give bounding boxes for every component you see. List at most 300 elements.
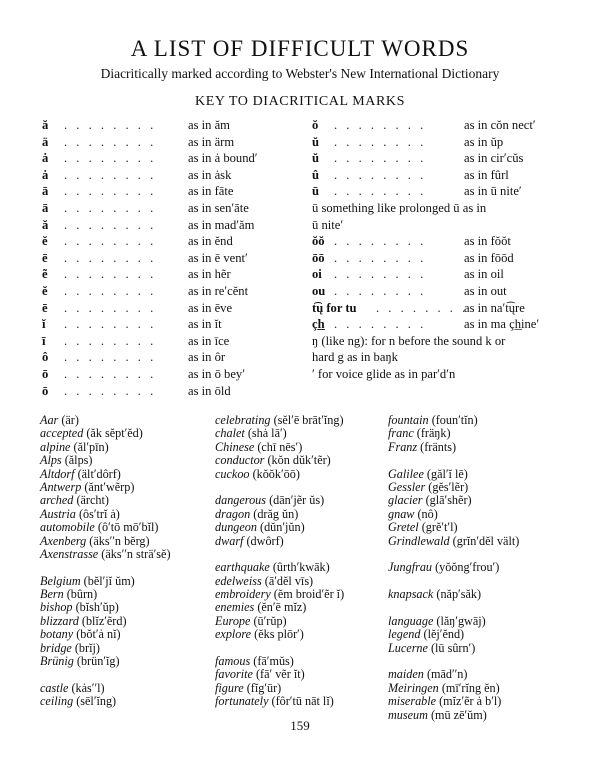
- key-symbol: ŭ: [312, 134, 320, 149]
- pronunciation: (drăg ŭn): [250, 506, 299, 521]
- word-entry: [40, 601, 210, 614]
- word-list-column-3: [388, 414, 588, 722]
- key-row: [42, 217, 292, 234]
- key-row: [42, 233, 292, 250]
- headword: figure: [215, 680, 244, 695]
- word-entry: [215, 695, 387, 708]
- key-row: [312, 134, 570, 151]
- key-symbol: ô: [42, 350, 49, 365]
- key-symbol: ȧ: [42, 167, 49, 182]
- pronunciation: (ĕn′ē mĭz): [254, 600, 307, 615]
- pronunciation: (ā′dĕl vīs): [261, 573, 314, 588]
- key-example: as in mad′ăm: [188, 217, 255, 232]
- pronunciation: (lĕj′ĕnd): [420, 627, 465, 642]
- key-row: [312, 150, 570, 167]
- headword: castle: [40, 680, 69, 695]
- pronunciation: (ănt′wẽrp): [81, 479, 135, 494]
- word-entry: [215, 414, 387, 427]
- key-example: as in na′t͡ųre: [464, 300, 525, 315]
- headword: automobile: [40, 520, 95, 535]
- pronunciation: (kŏŏk′ōō): [249, 466, 300, 481]
- key-row: [42, 283, 292, 300]
- key-row: [312, 349, 570, 366]
- headword: favorite: [215, 667, 253, 682]
- word-entry: [215, 668, 387, 681]
- leader-dots: . . . . . . . .: [334, 267, 427, 282]
- pronunciation: (blĭz′ẽrd): [78, 613, 127, 628]
- headword: celebrating: [215, 413, 271, 427]
- headword: Galilee: [388, 466, 424, 481]
- word-entry: [40, 454, 210, 467]
- word-entry: [40, 535, 210, 548]
- word-entry: [388, 668, 588, 681]
- word-entry: [215, 601, 387, 614]
- key-row: [42, 183, 292, 200]
- word-entry: [215, 468, 387, 481]
- key-note: ′ for voice glide as in par′d′n: [312, 366, 456, 381]
- key-symbol: ȧ: [42, 151, 49, 166]
- headword: museum: [388, 707, 428, 722]
- word-entry: [215, 535, 387, 548]
- headword: Chinese: [215, 439, 255, 454]
- word-entry: [40, 521, 210, 534]
- key-row: [312, 167, 570, 184]
- headword: Europe: [215, 613, 251, 628]
- leader-dots: . . . . . . . .: [64, 383, 157, 398]
- headword: Grindlewald: [388, 533, 450, 548]
- pronunciation: (fräŋk): [413, 426, 451, 441]
- key-example: as in out: [464, 283, 507, 298]
- headword: knapsack: [388, 587, 434, 602]
- headword: accepted: [40, 426, 84, 441]
- word-list-column-2: [215, 414, 387, 709]
- key-symbol: t͡ų for tu: [312, 300, 357, 315]
- headword: fountain: [388, 413, 429, 427]
- key-example: as in ŭp: [464, 134, 504, 149]
- pronunciation: (grĕ′t′l): [418, 520, 458, 535]
- pronunciation: (dān′jẽr ŭs): [266, 493, 325, 508]
- word-entry: [40, 682, 210, 695]
- word-entry: [215, 508, 387, 521]
- key-note: hard g as in baŋk: [312, 350, 398, 365]
- pronunciation: (bŏt′ȧ nĭ): [73, 627, 121, 642]
- spacer: [388, 548, 588, 561]
- key-row: [312, 316, 570, 333]
- pronunciation: (ĕm broid′ẽr ĭ): [270, 587, 345, 602]
- word-entry: [40, 548, 210, 561]
- word-entry: [388, 682, 588, 695]
- word-entry: [40, 427, 210, 440]
- key-row: [312, 266, 570, 283]
- spacer: [215, 548, 387, 561]
- headword: maiden: [388, 667, 424, 682]
- word-entry: [388, 427, 588, 440]
- pronunciation: (mū zē′ŭm): [427, 707, 487, 722]
- pronunciation: (ĕks plōr′): [251, 627, 304, 642]
- pronunciation: (dwôrf): [243, 533, 284, 548]
- pronunciation: (ăl′pīn): [70, 439, 109, 454]
- key-row: [312, 233, 570, 250]
- word-entry: [40, 615, 210, 628]
- word-entry: [40, 468, 210, 481]
- headword: Axenberg: [40, 533, 87, 548]
- pronunciation: (lăŋ′gwāj): [433, 613, 486, 628]
- headword: Gretel: [388, 520, 419, 535]
- key-example: as in ĕnd: [188, 234, 233, 249]
- pronunciation: (är): [58, 413, 79, 427]
- leader-dots: . . . . . . . .: [64, 118, 157, 132]
- leader-dots: . . . . . . . .: [334, 118, 427, 132]
- key-symbol: û: [312, 167, 320, 182]
- word-entry: [388, 521, 588, 534]
- word-entry: [215, 494, 387, 507]
- spacer: [388, 454, 588, 467]
- key-symbol: ōō: [312, 250, 325, 265]
- word-entry: [388, 588, 588, 601]
- headword: language: [388, 613, 434, 628]
- pronunciation: (kȧs′′l): [68, 680, 105, 695]
- headword: dangerous: [215, 493, 267, 508]
- word-entry: [40, 588, 210, 601]
- key-symbol: ī: [42, 333, 46, 348]
- pronunciation: (brün′ĭg): [73, 654, 120, 669]
- key-row: [42, 349, 292, 366]
- headword: Bern: [40, 587, 64, 602]
- spacer: [388, 601, 588, 614]
- pronunciation: (mĭz′ẽr ȧ b′l): [436, 694, 502, 709]
- spacer: [40, 668, 210, 681]
- key-row: [312, 217, 570, 234]
- key-row: [312, 250, 570, 267]
- leader-dots: . . . . . . . .: [64, 234, 157, 249]
- key-example: as in re′cĕnt: [188, 283, 249, 298]
- leader-dots: . . . . . . . .: [64, 200, 157, 215]
- key-row: [42, 333, 292, 350]
- headword: arched: [40, 493, 74, 508]
- pronunciation: (ôs′trĭ ȧ): [75, 506, 120, 521]
- word-entry: [388, 414, 588, 427]
- word-entry: [40, 575, 210, 588]
- pronunciation: (ûrth′kwāk): [269, 560, 330, 575]
- leader-dots: . . . . . . . .: [64, 250, 157, 265]
- leader-dots: . . . . . . . .: [64, 350, 157, 365]
- key-row: [42, 117, 292, 134]
- key-row: [312, 300, 570, 317]
- leader-dots: . . . . . . . .: [376, 300, 469, 315]
- key-row: [312, 183, 570, 200]
- pronunciation: (mī′rĭng ĕn): [438, 680, 500, 695]
- headword: Brünig: [40, 654, 74, 669]
- key-symbol: ō: [42, 383, 49, 398]
- spacer: [40, 561, 210, 574]
- leader-dots: . . . . . . . .: [64, 134, 157, 149]
- key-row: [42, 383, 292, 400]
- headword: Antwerp: [40, 479, 82, 494]
- diacritical-key-left-column: [42, 117, 292, 399]
- pronunciation: (fôr′tū nāt lĭ): [268, 694, 334, 709]
- page-number: 159: [290, 718, 310, 733]
- word-entry: [388, 441, 588, 454]
- word-entry: [40, 414, 210, 427]
- pronunciation: (găl′ĭ lē): [423, 466, 468, 481]
- key-example: as in cŏn nect′: [464, 118, 536, 132]
- key-example: as in ĭt: [188, 317, 222, 332]
- key-symbol: ū: [312, 184, 320, 199]
- pronunciation: (ălps): [61, 453, 93, 468]
- leader-dots: . . . . . . . .: [334, 167, 427, 182]
- key-row: [42, 266, 292, 283]
- word-entry: [40, 695, 210, 708]
- headword: alpine: [40, 439, 71, 454]
- key-row: [42, 250, 292, 267]
- word-entry: [215, 615, 387, 628]
- key-example: as in ärm: [188, 134, 235, 149]
- key-example: as in ē vent′: [188, 250, 248, 265]
- spacer: [215, 642, 387, 655]
- pronunciation: (ärcht): [73, 493, 109, 508]
- key-example: as in ȧsk: [188, 167, 232, 182]
- pronunciation: (năp′săk): [433, 587, 482, 602]
- word-entry: [215, 575, 387, 588]
- leader-dots: . . . . . . . .: [64, 366, 157, 381]
- key-symbol: ā: [42, 184, 49, 199]
- key-symbol: ŭ: [312, 151, 320, 166]
- key-example: as in fāte: [188, 184, 234, 199]
- leader-dots: . . . . . . . .: [334, 250, 427, 265]
- key-example: as in ō bey′: [188, 366, 245, 381]
- leader-dots: . . . . . . . .: [64, 167, 157, 182]
- word-entry: [388, 535, 588, 548]
- pronunciation: (ū′rŭp): [250, 613, 287, 628]
- leader-dots: . . . . . . . .: [334, 134, 427, 149]
- key-symbol: ō: [42, 366, 49, 381]
- key-symbol: ă: [42, 217, 49, 232]
- headword: Gessler: [388, 479, 426, 494]
- key-row: [312, 333, 570, 350]
- headword: chalet: [215, 426, 245, 441]
- headword: Lucerne: [388, 640, 428, 655]
- word-entry: [388, 695, 588, 708]
- pronunciation: (dŭn′jŭn): [256, 520, 305, 535]
- key-symbol: ĭ: [42, 317, 46, 332]
- pronunciation: (bĕl′jĭ ŭm): [80, 573, 135, 588]
- headword: Axenstrasse: [40, 546, 99, 561]
- key-example: as in īce: [188, 333, 230, 348]
- key-symbol: ou: [312, 283, 326, 298]
- key-example: as in ōld: [188, 383, 231, 398]
- page-title: A LIST OF DIFFICULT WORDS: [130, 36, 470, 61]
- headword: famous: [215, 654, 251, 669]
- pronunciation: (chī nēs′): [254, 439, 303, 454]
- key-example: as in ū nite′: [464, 184, 522, 199]
- key-example: as in ēve: [188, 300, 233, 315]
- word-entry: [215, 427, 387, 440]
- pronunciation: (sēl′ĭng): [73, 694, 117, 709]
- leader-dots: . . . . . . . .: [64, 333, 157, 348]
- key-example: as in fûrl: [464, 167, 509, 182]
- headword: explore: [215, 627, 252, 642]
- key-symbol: ŏŏ: [312, 234, 325, 249]
- word-list-column-1: [40, 414, 210, 709]
- key-row: [312, 283, 570, 300]
- headword: dungeon: [215, 520, 257, 535]
- pronunciation: (gĕs′lẽr): [425, 479, 469, 494]
- key-row: [312, 117, 570, 134]
- pronunciation: (nô): [414, 506, 438, 521]
- headword: legend: [388, 627, 421, 642]
- headword: Belgium: [40, 573, 81, 588]
- key-example: as in ôr: [188, 350, 226, 365]
- word-entry: [388, 468, 588, 481]
- word-entry: [388, 615, 588, 628]
- key-example: as in fŏŏt: [464, 234, 511, 249]
- key-example: as in oil: [464, 267, 504, 282]
- spacer: [215, 481, 387, 494]
- leader-dots: . . . . . . . .: [334, 234, 427, 249]
- key-row: [312, 200, 570, 217]
- key-symbol: ĕ: [42, 234, 48, 249]
- headword: enemies: [215, 600, 255, 615]
- key-symbol: ĕ: [42, 283, 48, 298]
- pronunciation: (lū sûrn′): [427, 640, 476, 655]
- key-symbol: ç͟h: [312, 317, 325, 332]
- pronunciation: (fränts): [417, 439, 457, 454]
- key-row: [42, 134, 292, 151]
- word-entry: [215, 441, 387, 454]
- pronunciation: (grĭn′dĕl vält): [449, 533, 520, 548]
- leader-dots: . . . . . . . .: [64, 184, 157, 199]
- headword: Franz: [388, 439, 418, 454]
- headword: Alps: [40, 453, 62, 468]
- headword: blizzard: [40, 613, 79, 628]
- word-entry: [388, 494, 588, 507]
- key-symbol: ē: [42, 300, 48, 315]
- headword: conductor: [215, 453, 265, 468]
- key-symbol: oi: [312, 267, 322, 282]
- key-example: as in ăm: [188, 118, 230, 132]
- key-row: [42, 200, 292, 217]
- pronunciation: (äks′′n bĕrg): [86, 533, 150, 548]
- key-row: [42, 300, 292, 317]
- headword: Jungfrau: [388, 560, 433, 575]
- page-subtitle: Diacritically marked according to Webster's New International Dictionary: [100, 66, 500, 81]
- word-entry: [388, 508, 588, 521]
- leader-dots: . . . . . . . .: [334, 283, 427, 298]
- headword: Altdorf: [40, 466, 75, 481]
- pronunciation: (bĭsh′ŭp): [72, 600, 119, 615]
- leader-dots: . . . . . . . .: [64, 217, 157, 232]
- key-symbol: ẽ: [42, 267, 48, 282]
- headword: earthquake: [215, 560, 270, 575]
- leader-dots: . . . . . . . .: [334, 184, 427, 199]
- word-entry: [215, 628, 387, 641]
- headword: Aar: [40, 413, 59, 427]
- key-symbol: ŏ: [312, 118, 319, 132]
- leader-dots: . . . . . . . .: [64, 283, 157, 298]
- word-entry: [40, 481, 210, 494]
- word-entry: [215, 588, 387, 601]
- leader-dots: . . . . . . . .: [64, 151, 157, 166]
- word-entry: [215, 521, 387, 534]
- spacer: [388, 575, 588, 588]
- key-row: [42, 150, 292, 167]
- pronunciation: (bûrn): [63, 587, 98, 602]
- word-entry: [388, 642, 588, 655]
- key-symbol: ā: [42, 200, 49, 215]
- word-entry: [40, 508, 210, 521]
- key-symbol: ă: [42, 118, 49, 132]
- pronunciation: (fā′ vẽr ĭt): [252, 667, 305, 682]
- leader-dots: . . . . . . . .: [334, 317, 427, 332]
- headword: Meiringen: [388, 680, 439, 695]
- key-row: [42, 167, 292, 184]
- leader-dots: . . . . . . . .: [64, 300, 157, 315]
- key-example: as in fōōd: [464, 250, 514, 265]
- headword: fortunately: [215, 694, 269, 709]
- headword: embroidery: [215, 587, 271, 602]
- pronunciation: (ăk sĕpt′ĕd): [83, 426, 143, 441]
- pronunciation: (mād′′n): [423, 667, 468, 682]
- pronunciation: (glā′shẽr): [422, 493, 472, 508]
- key-example: as in ma ç͟hine′: [464, 317, 540, 332]
- key-example: as in ȧ bound′: [188, 151, 258, 166]
- headword: bishop: [40, 600, 73, 615]
- word-entry: [215, 454, 387, 467]
- headword: ceiling: [40, 694, 74, 709]
- key-row: [312, 366, 570, 383]
- headword: miserable: [388, 694, 437, 709]
- key-symbol: ē: [42, 250, 48, 265]
- pronunciation: (foun′tĭn): [428, 413, 478, 427]
- word-entry: [215, 561, 387, 574]
- word-entry: [40, 628, 210, 641]
- headword: Austria: [40, 506, 76, 521]
- pronunciation: (fā′mŭs): [250, 654, 294, 669]
- key-row: [42, 316, 292, 333]
- key-note: ū something like prolonged ū as in: [312, 200, 487, 215]
- word-entry: [388, 481, 588, 494]
- pronunciation: (fĭg′ūr): [243, 680, 282, 695]
- headword: glacier: [388, 493, 423, 508]
- headword: dragon: [215, 506, 251, 521]
- pronunciation: (shȧ lā′): [244, 426, 287, 441]
- key-example: as in cir′cŭs: [464, 151, 524, 166]
- pronunciation: (yŏŏng′frou′): [432, 560, 500, 575]
- headword: franc: [388, 426, 414, 441]
- key-note: ū nite′: [312, 217, 344, 232]
- key-example: as in hẽr: [188, 267, 231, 282]
- key-symbol: ä: [42, 134, 49, 149]
- word-entry: [215, 655, 387, 668]
- key-note: ŋ (like ng): for n before the sound k or: [312, 333, 506, 348]
- pronunciation: (sĕl′ē brāt′ĭng): [270, 413, 344, 427]
- leader-dots: . . . . . . . .: [334, 151, 427, 166]
- leader-dots: . . . . . . . .: [64, 267, 157, 282]
- headword: cuckoo: [215, 466, 250, 481]
- pronunciation: (ält′dôrf): [74, 466, 121, 481]
- key-row: [42, 366, 292, 383]
- word-entry: [215, 682, 387, 695]
- leader-dots: . . . . . . . .: [64, 317, 157, 332]
- diacritical-key-right-column: [312, 117, 570, 383]
- key-example: as in sen′āte: [188, 200, 249, 215]
- headword: gnaw: [388, 506, 415, 521]
- pronunciation: (brĭj): [71, 640, 100, 655]
- word-entry: [40, 655, 210, 668]
- word-entry: [388, 628, 588, 641]
- key-heading: KEY TO DIACRITICAL MARKS: [194, 94, 406, 109]
- pronunciation: (ô′tō mō′bĭl): [94, 520, 159, 535]
